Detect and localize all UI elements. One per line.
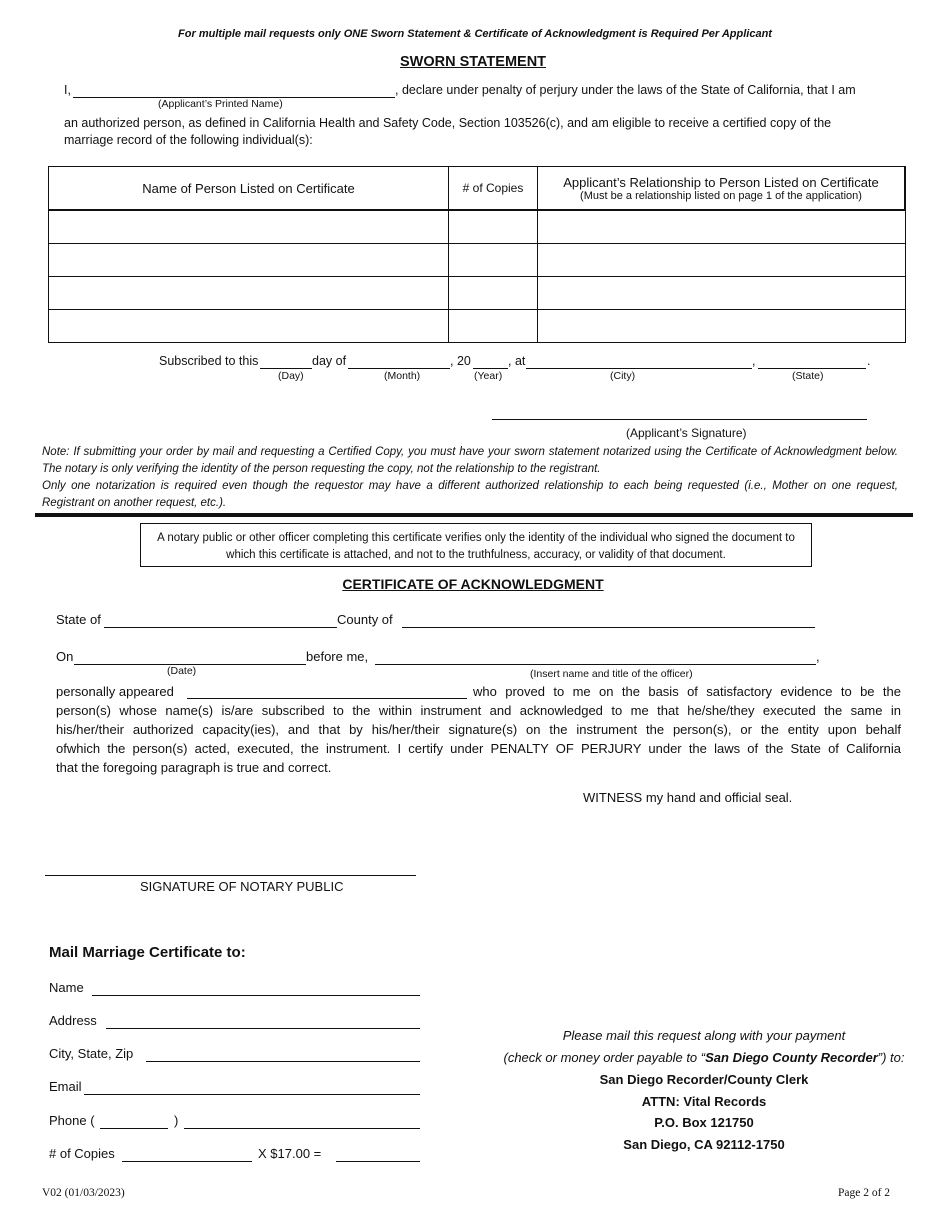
phone-label: Phone ( xyxy=(49,1113,95,1128)
mailing-address-4: San Diego, CA 92112-1750 xyxy=(623,1137,785,1152)
sworn-statement-title: SWORN STATEMENT xyxy=(399,54,547,70)
year-caption: (Year) xyxy=(474,370,503,382)
comma-20-label: , 20 xyxy=(450,354,471,368)
comma-label: , xyxy=(752,354,756,368)
relationship-cell[interactable] xyxy=(538,210,906,244)
state-caption: (State) xyxy=(792,370,824,382)
mailing-address-1: San Diego Recorder/County Clerk xyxy=(599,1072,809,1087)
applicant-signature-caption: (Applicant’s Signature) xyxy=(626,426,747,440)
subscribed-prefix: Subscribed to this xyxy=(159,354,259,368)
officer-comma: , xyxy=(816,649,820,664)
table-row xyxy=(49,277,906,310)
name-label: Name xyxy=(49,980,84,995)
ack-body-line-3: his/her/their authorized capacity(ies), and that by his/her/their signature(s) on the instrument the person(s), or the entity upon behalf xyxy=(56,722,901,737)
mailing-line-2-post: ”) to: xyxy=(877,1050,905,1065)
ack-county-field[interactable] xyxy=(402,627,815,628)
city-field[interactable] xyxy=(526,368,752,369)
city-caption: (City) xyxy=(610,370,636,382)
copies-label: # of Copies xyxy=(49,1146,115,1161)
ack-body-line-2: person(s) whose name(s) is/are subscribed to the within instrument and acknowledged to me that he/she/they executed the same in xyxy=(56,703,901,718)
notary-signature-field[interactable] xyxy=(45,875,416,876)
relationship-header-sub: (Must be a relationship listed on page 1 of the application) xyxy=(580,189,862,202)
printed-name-caption: (Applicant’s Printed Name) xyxy=(158,98,283,110)
note-paragraph-1: Note: If submitting your order by mail and requesting a Certified Copy, you must have your sworn statement notarized using the Certificate of Acknowledgment below. The notary is only verifying the identity of the person requesting the copy, not the relationship to the registrant. xyxy=(42,446,898,475)
mailing-address-3: P.O. Box 121750 xyxy=(654,1115,754,1130)
city-state-zip-label: City, State, Zip xyxy=(49,1046,134,1061)
day-field[interactable] xyxy=(260,368,312,369)
mail-city-state-zip-field[interactable] xyxy=(146,1061,420,1062)
declare-text: , declare under penalty of perjury under the laws of the State of California, that I am xyxy=(395,83,856,97)
copies-cell[interactable] xyxy=(449,310,538,343)
date-caption: (Date) xyxy=(167,665,197,677)
sworn-line-2: an authorized person, as defined in California Health and Safety Code, Section 103526(c), and am eligible to receive a certified copy of the xyxy=(64,116,832,130)
name-cell[interactable] xyxy=(49,210,449,244)
ack-body-line-5: that the foregoing paragraph is true and correct. xyxy=(56,760,332,775)
notary-signature-caption: SIGNATURE OF NOTARY PUBLIC xyxy=(140,879,344,894)
email-label: Email xyxy=(49,1079,82,1094)
at-label: , at xyxy=(508,354,526,368)
month-field[interactable] xyxy=(348,368,450,369)
personally-appeared-field[interactable] xyxy=(187,698,467,699)
note-paragraph-2: Only one notarization is required even though the requestor may have a different authorized relationship to each being requested (i.e., Mother on one request, Registrant on another request, etc.). xyxy=(42,480,898,509)
mailing-line-2 xyxy=(460,1050,948,1065)
payee-name: San Diego County Recorder xyxy=(705,1050,878,1065)
copies-count-field[interactable] xyxy=(122,1161,252,1162)
table-row xyxy=(49,210,906,244)
col-name-header: Name of Person Listed on Certificate xyxy=(49,167,449,211)
period-label: . xyxy=(867,354,871,368)
col-relationship-header xyxy=(538,167,906,211)
ack-body-line-1: who proved to me on the basis of satisfactory evidence to be the xyxy=(473,684,901,699)
copies-cell[interactable] xyxy=(449,277,538,310)
page-number: Page 2 of 2 xyxy=(838,1187,891,1199)
relationship-header-text: Applicant’s Relationship to Person Listed on Certificate xyxy=(563,174,879,190)
applicant-signature-field[interactable] xyxy=(492,419,867,420)
mail-name-field[interactable] xyxy=(92,995,420,996)
phone-close-paren: ) xyxy=(174,1113,179,1128)
name-cell[interactable] xyxy=(49,277,449,310)
relationship-cell[interactable] xyxy=(538,277,906,310)
mailing-address-2: ATTN: Vital Records xyxy=(641,1094,767,1109)
individuals-table xyxy=(48,166,906,343)
state-of-label: State of xyxy=(56,612,101,627)
month-caption: (Month) xyxy=(384,370,421,382)
phone-area-code-field[interactable] xyxy=(100,1128,168,1129)
officer-name-field[interactable] xyxy=(375,664,816,665)
header-note: For multiple mail requests only ONE Sworn Statement & Certificate of Acknowledgment is Required Per Applicant xyxy=(178,28,772,40)
before-me-label: before me, xyxy=(306,649,369,664)
mailing-line-1: Please mail this request along with your payment xyxy=(562,1028,846,1043)
phone-number-field[interactable] xyxy=(184,1128,420,1129)
state-field[interactable] xyxy=(758,368,866,369)
ack-body-line-4: ofwhich the person(s) acted, executed, the instrument. I certify under PENALTY OF PERJURY under the laws of the State of California xyxy=(56,741,901,756)
county-of-label: County of xyxy=(337,612,393,627)
sworn-line-3: marriage record of the following individual(s): xyxy=(64,133,313,147)
version-label: V02 (01/03/2023) xyxy=(42,1187,125,1199)
copies-cell[interactable] xyxy=(449,210,538,244)
mail-email-field[interactable] xyxy=(84,1094,420,1095)
table-row xyxy=(49,244,906,277)
day-of-label: day of xyxy=(312,354,347,368)
i-prefix: I, xyxy=(64,83,71,97)
day-caption: (Day) xyxy=(278,370,304,382)
relationship-cell[interactable] xyxy=(538,244,906,277)
total-amount-field[interactable] xyxy=(336,1161,420,1162)
relationship-cell[interactable] xyxy=(538,310,906,343)
section-divider xyxy=(35,513,913,517)
col-copies-header: # of Copies xyxy=(449,167,538,211)
name-cell[interactable] xyxy=(49,244,449,277)
address-label: Address xyxy=(49,1013,97,1028)
on-label: On xyxy=(56,649,74,664)
mail-address-field[interactable] xyxy=(106,1028,420,1029)
year-field[interactable] xyxy=(473,368,508,369)
mail-to-title: Mail Marriage Certificate to: xyxy=(49,944,246,961)
copies-cell[interactable] xyxy=(449,244,538,277)
table-row xyxy=(49,310,906,343)
officer-caption: (Insert name and title of the officer) xyxy=(530,668,693,680)
ack-state-field[interactable] xyxy=(104,627,337,628)
mailing-line-2-pre: (check or money order payable to “ xyxy=(503,1050,706,1065)
personally-appeared-label: personally appeared xyxy=(56,684,174,699)
name-cell[interactable] xyxy=(49,310,449,343)
notary-disclaimer-box: A notary public or other officer completing this certificate verifies only the identity of the individual who signed the document to which this certificate is attached, and not to the truthfulness, accuracy, or validity of that document. xyxy=(140,523,812,567)
witness-text: WITNESS my hand and official seal. xyxy=(583,790,793,805)
price-label: X $17.00 = xyxy=(258,1146,322,1161)
certificate-title: CERTIFICATE OF ACKNOWLEDGMENT xyxy=(342,576,604,592)
